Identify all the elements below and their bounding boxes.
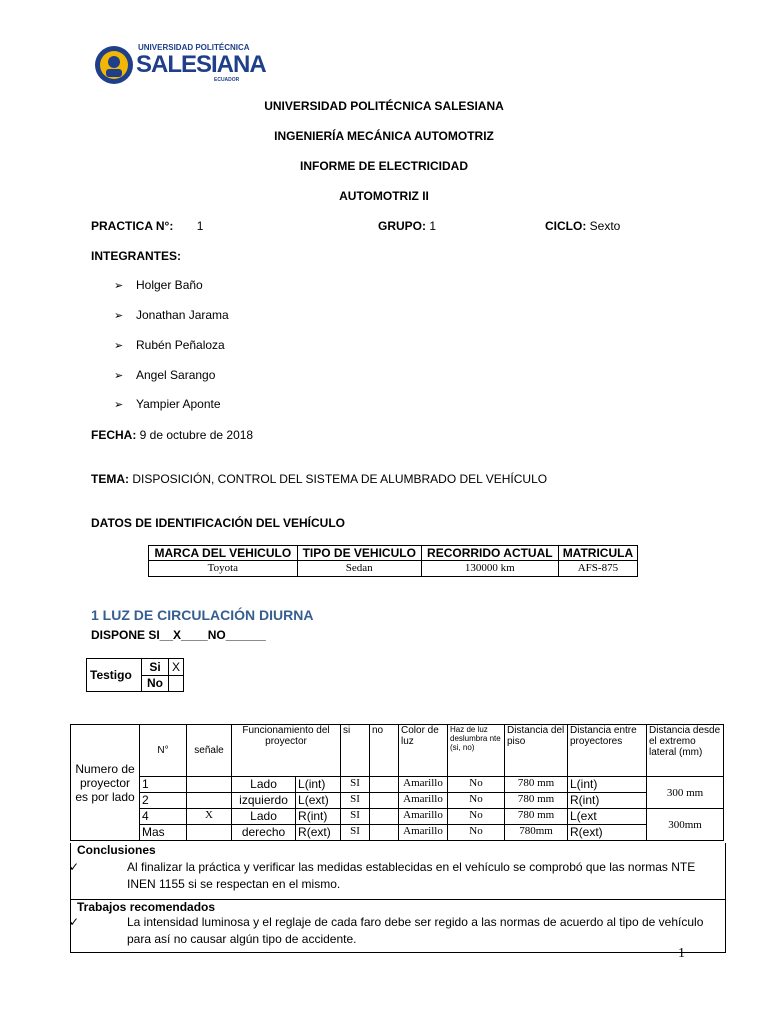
tema-label: TEMA: <box>91 472 129 486</box>
col-header: TIPO DE VEHICULO <box>297 546 421 561</box>
col-header: RECORRIDO ACTUAL <box>421 546 558 561</box>
practica-value: 1 <box>196 219 204 233</box>
integrante-item: ➢ Yampier Aponte <box>114 397 221 411</box>
table-row: Mas derecho R(ext) SI Amarillo No 780mm R(ext) <box>71 825 724 841</box>
si-mark: X <box>169 659 184 676</box>
header-funcionamiento: Funcionamiento del proyector <box>232 725 341 777</box>
grupo-label: GRUPO: <box>378 219 426 233</box>
header-dist-piso: Distancia del piso <box>505 725 568 777</box>
checkmark-icon: ✓ <box>69 860 80 874</box>
tema-value: DISPOSICIÓN, CONTROL DEL SISTEMA DE ALUMBRADO DEL VEHÍCULO <box>129 472 548 486</box>
conclusions-box <box>70 843 726 953</box>
trabajos-title: Trabajos recomendados <box>77 900 216 914</box>
ciclo-label: CICLO: <box>545 219 587 233</box>
logo-line2: SALESIANA <box>136 51 266 78</box>
col-header: MATRICULA <box>558 546 637 561</box>
fecha-field <box>91 428 253 442</box>
si-label: Si <box>142 659 169 676</box>
table-cell: Sedan <box>297 561 421 577</box>
ciclo-field <box>545 219 620 233</box>
integrante-item: ➢ Rubén Peñaloza <box>114 338 225 352</box>
header-senal: señale <box>187 725 232 777</box>
testigo-label: Testigo <box>87 659 142 692</box>
datos-label: DATOS DE IDENTIFICACIÓN DEL VEHÍCULO <box>91 516 346 530</box>
grupo-value: 1 <box>426 219 437 233</box>
testigo-table <box>86 658 184 692</box>
lat-bottom: 300mm <box>647 809 724 841</box>
fecha-label: FECHA: <box>91 428 137 442</box>
header-haz: Haz de luz deslumbra nte (si, no) <box>448 725 505 777</box>
integrante-item: ➢ Jonathan Jarama <box>114 308 229 322</box>
section-title: 1 LUZ DE CIRCULACIÓN DIURNA <box>91 607 314 623</box>
logo-line1: UNIVERSIDAD POLITÉCNICA <box>138 43 250 52</box>
table-row: 1 Lado L(int) SI Amarillo No 780 mm L(int) 300 mm <box>71 777 724 793</box>
checkmark-icon: ✓ <box>69 915 80 929</box>
title-career: INGENIERÍA MECÁNICA AUTOMOTRIZ <box>274 129 494 143</box>
integrantes-label: INTEGRANTES: <box>91 249 181 263</box>
lat-top: 300 mm <box>647 777 724 809</box>
practica-field <box>91 219 203 233</box>
conclusiones-item: ✓ Al finalizar la práctica y verificar las medidas establecidas en el vehículo se comprobó que las normas NTE INEN 1155 si se respectan en el mismo. <box>69 860 696 891</box>
table-row <box>149 561 638 577</box>
title-university: UNIVERSIDAD POLITÉCNICA SALESIANA <box>264 99 504 113</box>
table-cell: Toyota <box>149 561 298 577</box>
grupo-field <box>378 219 436 233</box>
dispone-line: DISPONE SI__X____NO______ <box>91 628 266 642</box>
header-si: si <box>341 725 370 777</box>
ciclo-value: Sexto <box>586 219 621 233</box>
no-label: No <box>142 675 169 692</box>
header-no: no <box>370 725 399 777</box>
header-n: N° <box>140 725 187 777</box>
practica-label: PRACTICA N°: <box>91 219 174 233</box>
col-header: MARCA DEL VEHICULO <box>149 546 298 561</box>
university-logo <box>94 41 266 87</box>
fecha-value: 9 de octubre de 2018 <box>136 428 254 442</box>
integrante-item: ➢ Holger Baño <box>114 278 203 292</box>
vehicle-table-header <box>149 546 638 561</box>
measurement-header <box>71 725 724 777</box>
title-report: INFORME DE ELECTRICIDAD <box>300 159 468 173</box>
conclusiones-title: Conclusiones <box>77 843 156 857</box>
trabajos-item: ✓ La intensidad luminosa y el reglaje de cada faro debe ser regido a las normas de acuerdo al tipo de vehículo para así no causar algún tipo de accidente. <box>69 915 704 946</box>
vehicle-table <box>148 545 638 577</box>
measurement-table <box>70 724 724 841</box>
header-dist-proy: Distancia entre proyectores <box>568 725 647 777</box>
page-number: 1 <box>678 946 685 961</box>
header-numero: Numero de proyector es por lado <box>71 725 140 841</box>
integrante-item: ➢ Angel Sarango <box>114 368 216 382</box>
tema-field <box>91 472 547 486</box>
no-mark <box>169 675 184 692</box>
table-row: 2 izquierdo L(ext) SI Amarillo No 780 mm R(int) <box>71 793 724 809</box>
logo-line3: ECUADOR <box>214 77 240 83</box>
table-cell: AFS-875 <box>558 561 637 577</box>
table-cell: 130000 km <box>421 561 558 577</box>
header-dist-lat: Distancia desde el extremo lateral (mm) <box>647 725 724 777</box>
table-row: 4 X Lado R(int) SI Amarillo No 780 mm L(ext 300mm <box>71 809 724 825</box>
title-subject: AUTOMOTRIZ II <box>339 189 429 203</box>
header-color: Color de luz <box>399 725 448 777</box>
